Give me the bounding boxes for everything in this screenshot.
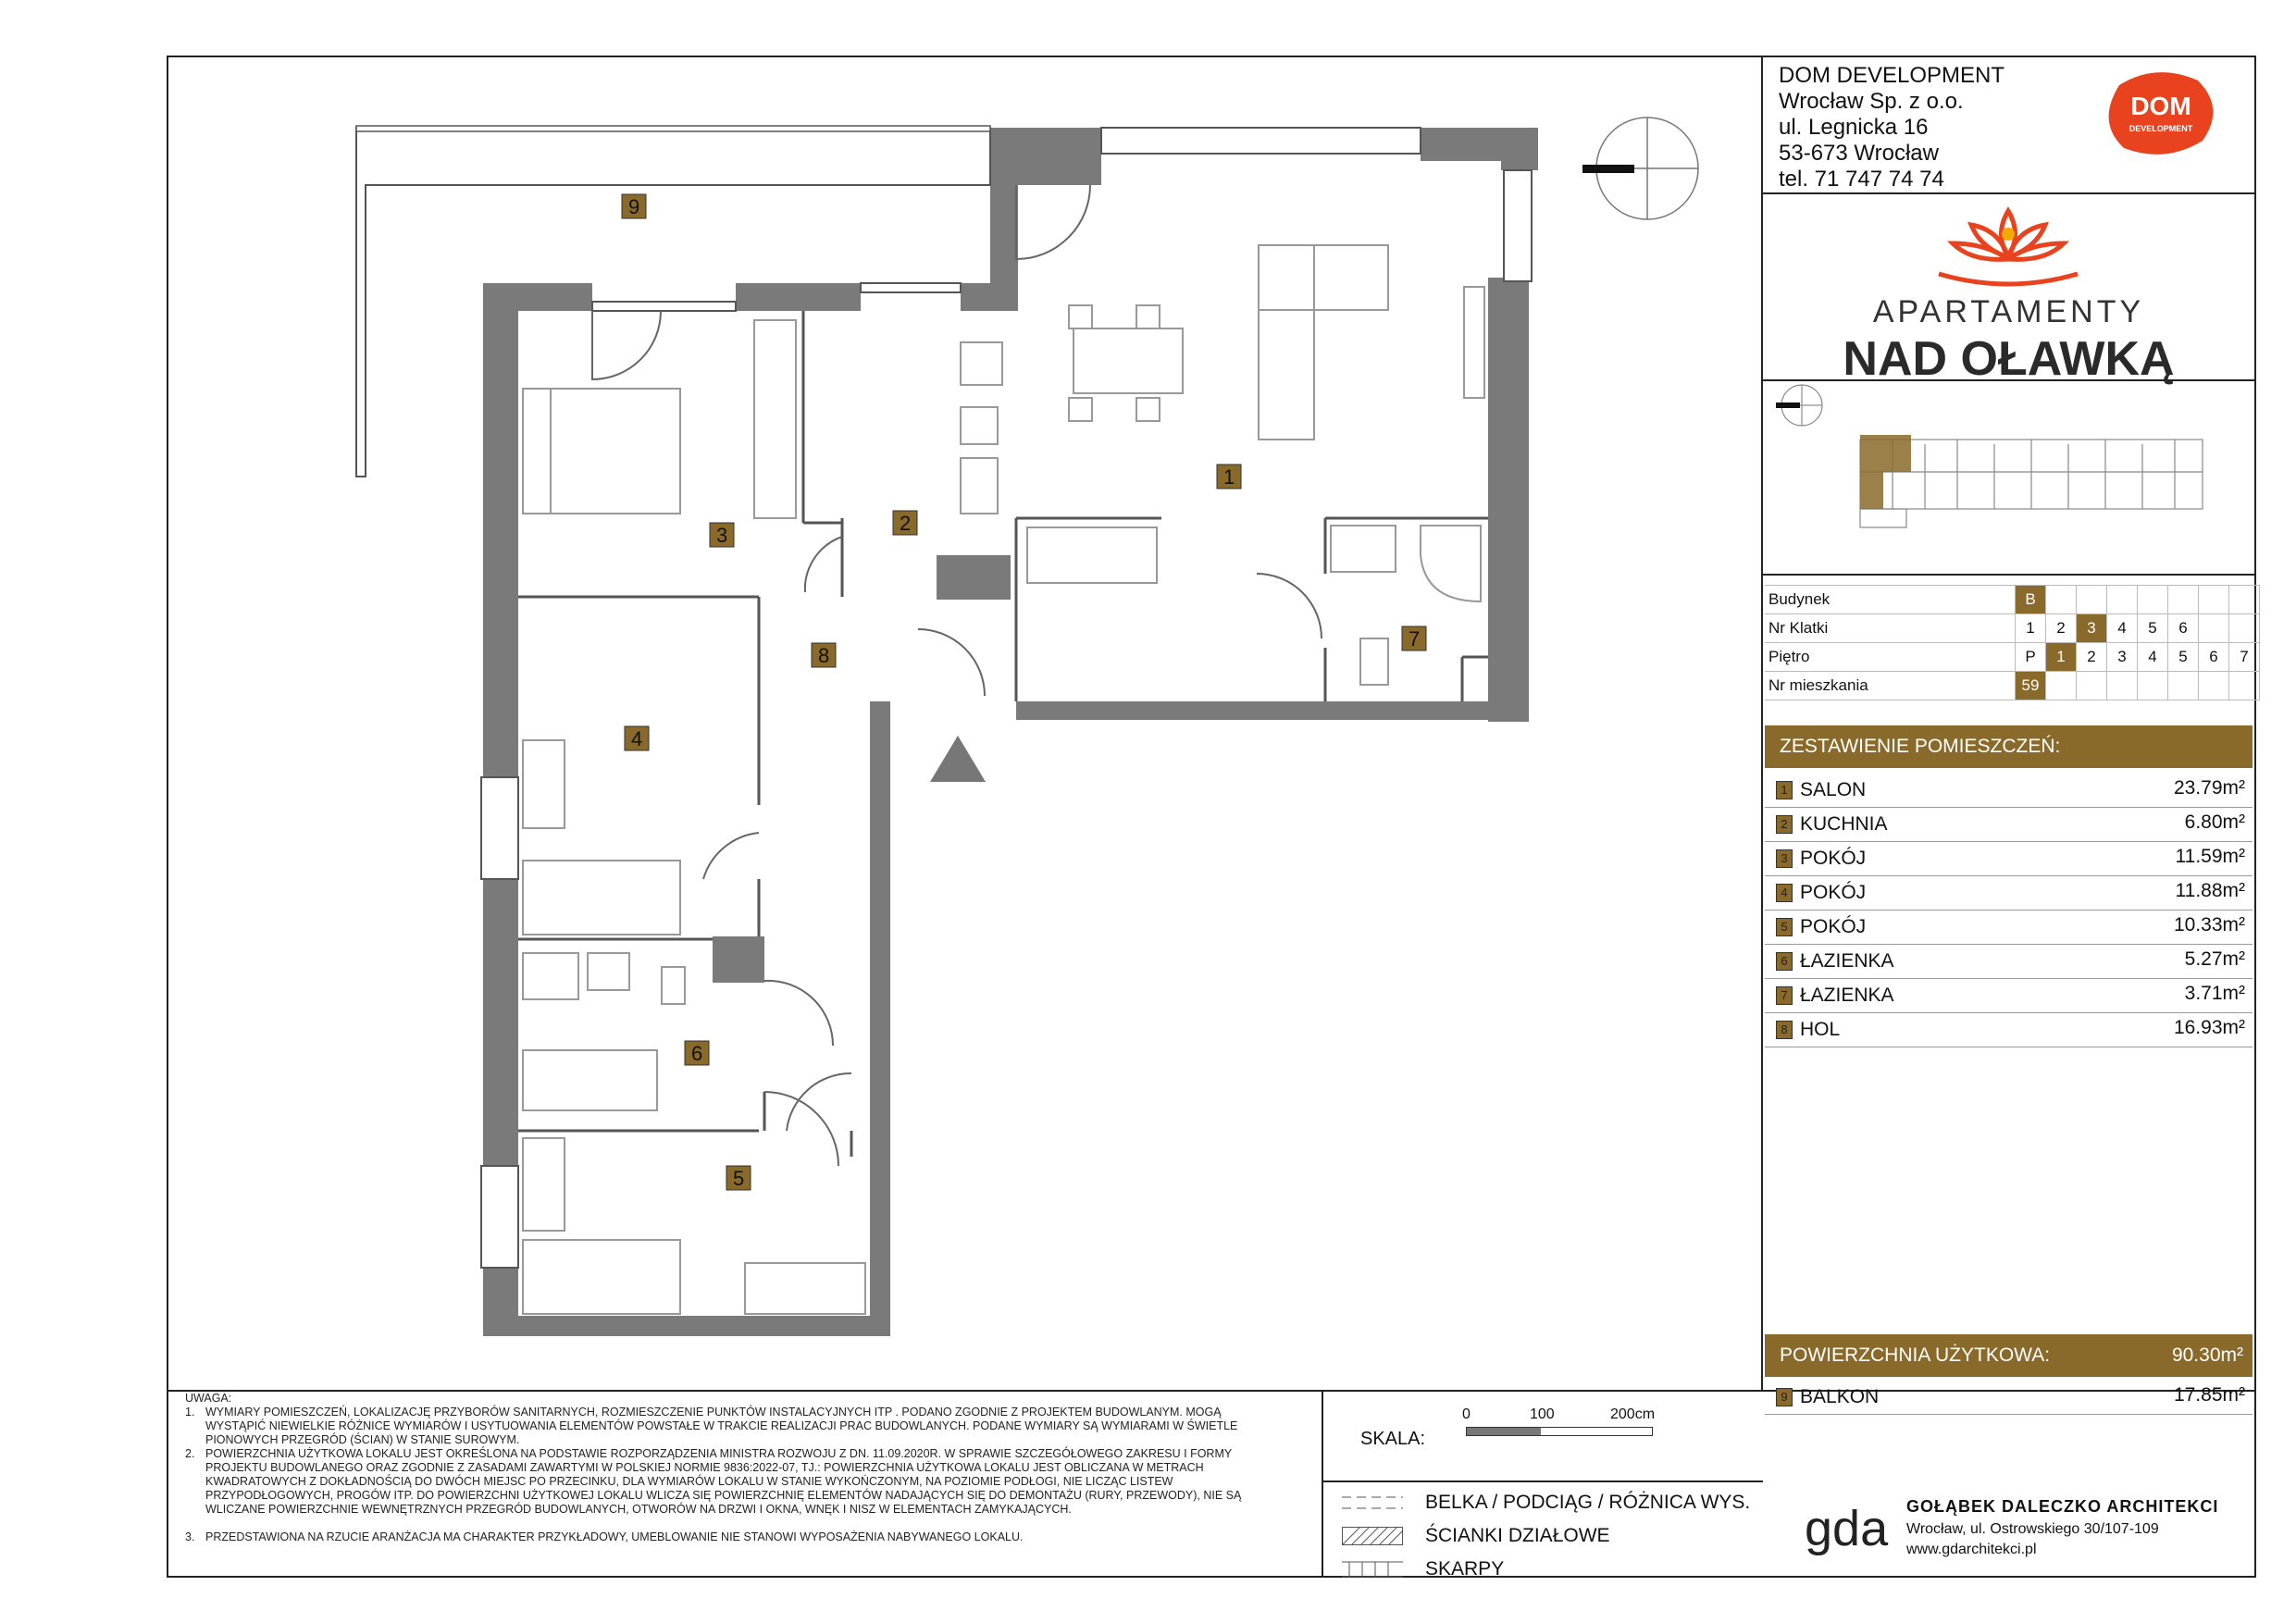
selector-label: Budynek [1765, 586, 2016, 614]
row-building [1765, 586, 2260, 614]
list-item: 2 KUCHNIA 6.80m² [1765, 808, 2253, 842]
label-room-5: 5 [733, 1167, 745, 1190]
building-key-plan [1763, 379, 2254, 574]
lotus-icon [1916, 202, 2101, 294]
list-item: 7 ŁAZIENKA 3.71m² [1765, 979, 2253, 1013]
selector-cell: 3 [2077, 614, 2107, 643]
label-room-4: 4 [631, 727, 643, 750]
company-phone: tel. 71 747 74 74 [1779, 167, 1944, 192]
list-item: 5 POKÓJ 10.33m² [1765, 911, 2253, 945]
selector-cell: 2 [2077, 643, 2107, 672]
furniture [523, 245, 1484, 1314]
project-brand [1763, 194, 2254, 386]
selector-label: Nr Klatki [1765, 614, 2016, 643]
company-city: 53-673 Wrocław [1779, 141, 1939, 166]
label-room-2: 2 [900, 512, 912, 535]
ticks-icon [1342, 1560, 1403, 1579]
notes: UWAGA: 1. WYMIARY POMIESZCZEŃ, LOKALIZACJĘ PRZYBORÓW SANITARNYCH, ROZMIESZCZENIE PUNKTÓW INSTALACYJNYCH ITP . PODANO ZGODNIE Z PROJEKTEM BUDOWLANYM. MOGĄ WYSTĄPIĆ NIEWIELKIE RÓŻNICE WYMIARÓW I USYTUOWANIA ELEMENTÓW POWSTAŁE W TRAKCIE REALIZACJI PRAC BUDOWLANYCH. PODANE WYMIARY SĄ WYMIARAMI W ŚWIETLE PIONOWYCH PRZEGRÓD (ŚCIAN) W STANIE SUROWYM. 2. POWIERZCHNIA UŻYTKOWA LOKALU JEST OKREŚLONA NA PODSTAWIE ROZPORZĄDZENIA MINISTRA ROZWOJU Z DN. 11.09.2020R. W SPRAWIE SZCZEGÓŁOWEGO ZAKRESU I FORMY PROJEKTU BUDOWLANEGO ORAZ ZGODNIE Z ZASADAMI ZAWARTYMI W POLSKIEJ NORMIE 9836:2022-07, TJ.: POWIERZCHNIA UŻYTKOWA LOKALU JEST OBLICZANA W METRACH KWADRATOWYCH Z DOKŁADNOŚCIĄ DO DWÓCH MIEJSC PO PRZECINKU, DLA WYMIARÓW LOKALU W STANIE WYKOŃCZONYM, NA POZIOMIE PODŁOGI, NIE LICZĄC LISTEW PRZYPODŁOGOWYCH, PROGÓW ITP. DO POWIERZCHNI UŻYTKOWEJ LOKALU WLICZA SIĘ POWIERZCHNIĘ ELEMENTÓW NADAJĄCYCH SIĘ DO DEMONTAŻU (RURY, PRZEWODY), NIE SĄ WLICZANE POWIERZCHNIE WEWNĘTRZNYCH PRZEGRÓD BUDOWLANYCH, OTWORÓW NA DRZWI I OKNA, WNĘK I NISZ W ELEMENTACH ZAMYKAJĄCYCH. 3. PRZEDSTAWIONA NA RZUCIE ARANŻACJA MA CHARAKTER PRZYKŁADOWY, UMEBLOWANIE NIE STANOWI WYPOSAŻENIA NABYWANEGO LOKALU. [185, 1392, 1305, 1544]
architect-block [1805, 1488, 2249, 1571]
architect-website: www.gdarchitekci.pl [1906, 1542, 2037, 1557]
row-staircase [1765, 614, 2260, 643]
dashed-line-icon [1342, 1493, 1403, 1512]
row-apartment [1765, 672, 2260, 700]
label-room-3: 3 [716, 524, 728, 547]
selector-cell: 1 [2046, 643, 2077, 672]
summary-header [1765, 725, 2253, 768]
company-street: ul. Legnicka 16 [1779, 115, 1929, 140]
compass-icon [1582, 118, 1698, 219]
list-item: 8 HOL 16.93m² [1765, 1013, 2253, 1047]
selector-cell: 4 [2138, 643, 2168, 672]
selector-cell: 6 [2168, 614, 2199, 643]
notes-title: UWAGA: [185, 1392, 232, 1405]
selector-cell: 2 [2046, 614, 2077, 643]
scale-divider [1322, 1390, 1323, 1576]
usable-area-bar [1765, 1334, 2253, 1377]
room-list [1765, 774, 2253, 1047]
label-room-8: 8 [818, 644, 830, 667]
selector-label: Nr mieszkania [1765, 672, 2016, 700]
brand-title: APARTAMENTY [1872, 294, 2145, 329]
svg-text:DEVELOPMENT: DEVELOPMENT [2128, 124, 2193, 133]
selector-label: Piętro [1765, 643, 2016, 672]
list-item: 3 POKÓJ 11.59m² [1765, 842, 2253, 876]
company-line: Wrocław Sp. z o.o. [1779, 89, 1964, 114]
selector-cell: B [2016, 586, 2046, 614]
svg-text:gda: gda [1805, 1501, 1889, 1556]
entrance-icon [930, 736, 986, 782]
floor-plan [168, 57, 1760, 1390]
selector-cell: 59 [2016, 672, 2046, 700]
architect-address: Wrocław, ul. Ostrowskiego 30/107-109 [1906, 1521, 2159, 1537]
list-item: 4 POKÓJ 11.88m² [1765, 876, 2253, 911]
architect-name: GOŁĄBEK DALECZKO ARCHITEKCI [1906, 1497, 2219, 1516]
selector-cell: 6 [2199, 643, 2229, 672]
company-name: DOM DEVELOPMENT [1779, 63, 2005, 88]
partitions [518, 311, 1488, 1157]
selector-cell: 5 [2168, 643, 2199, 672]
legend-divider [1322, 1481, 1763, 1482]
usable-area-value: 90.30m² [2171, 1344, 2243, 1366]
architect-logo [1805, 1492, 1897, 1566]
label-room-1: 1 [1223, 465, 1235, 489]
selector-cell: 5 [2138, 614, 2168, 643]
svg-text:DOM: DOM [2130, 92, 2191, 120]
list-item: 6 ŁAZIENKA 5.27m² [1765, 945, 2253, 979]
developer-address [1779, 63, 2004, 192]
brand-subtitle: NAD OŁAWKĄ [1843, 332, 2175, 386]
selector-cell: 1 [2016, 614, 2046, 643]
row-floor [1765, 643, 2260, 672]
doors [592, 185, 1322, 1166]
selector-cell: 4 [2107, 614, 2138, 643]
unit-selector [1765, 585, 2260, 700]
selector-cell: P [2016, 643, 2046, 672]
label-room-9: 9 [628, 195, 640, 218]
scale-label: SKALA: [1360, 1429, 1426, 1449]
balcony-row: 9 BALKON 17.85m² [1765, 1381, 2253, 1415]
list-item: 1 SALON 23.79m² [1765, 774, 2253, 808]
dom-development-logo [2101, 67, 2221, 159]
selector-cell: 7 [2229, 643, 2260, 672]
label-room-7: 7 [1409, 627, 1421, 650]
selector-cell: 3 [2107, 643, 2138, 672]
mini-divider [1763, 574, 2254, 576]
room-labels [622, 194, 1426, 1190]
usable-area-label: POWIERZCHNIA UŻYTKOWA: [1780, 1344, 2051, 1366]
summary-header-label: ZESTAWIENIE POMIESZCZEŃ: [1780, 736, 2061, 757]
label-room-6: 6 [691, 1042, 703, 1065]
hatch-icon [1342, 1527, 1403, 1545]
